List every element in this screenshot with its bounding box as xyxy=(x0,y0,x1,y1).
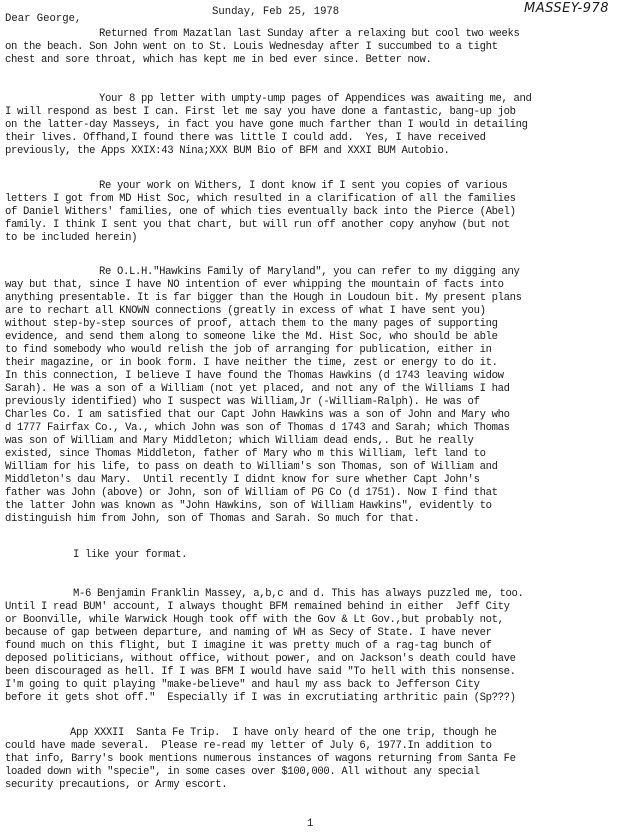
handwritten-file-note: MASSEY-978 xyxy=(524,1,610,16)
paragraph-6-line: because of gap between departure, and naming of WH as Secy of State. I have never xyxy=(5,627,492,639)
paragraph-4-line: Re O.L.H."Hawkins Family of Maryland", you can refer to my digging any xyxy=(99,266,520,278)
paragraph-3-line: of Daniel Withers' families, one of which ties eventually back into the Pierce (Abel) xyxy=(5,206,516,218)
paragraph-7-line: could have made several. Please re-read my letter of July 6, 1977.In addition to xyxy=(5,740,492,752)
paragraph-2-line: I will respond as best I can. First let me say you have done a fantastic, bang-up job xyxy=(5,106,516,118)
paragraph-2-line: their lives. Offhand,I found there was little I could add. Yes, I have received xyxy=(5,132,486,144)
page-number: 1 xyxy=(307,818,314,830)
paragraph-4-line: Charles Co. I am satisfied that our Capt John Hawkins was a son of John and Mary who xyxy=(5,409,510,421)
paragraph-4-line: evidence, and send them along to someone like the Md. Hist Soc, who should be able xyxy=(5,331,498,343)
paragraph-4-line: d 1777 Fairfax Co., Va., which John was son of Thomas d 1743 and Sarah; which Thomas xyxy=(5,422,510,434)
letter-date: Sunday, Feb 25, 1978 xyxy=(212,6,340,18)
paragraph-4-line: anything presentable. It is far bigger than the Hough in Loudoun bit. My present plans xyxy=(5,292,522,304)
paragraph-6-line: deposed politicians, without office, without power, and on Jackson's death could have xyxy=(5,653,516,665)
paragraph-6-line: been discouraged as hell. If I was BFM I would have said "To hell with this nonsense. xyxy=(5,666,516,678)
paragraph-7-line: that info, Barry's book mentions numerous instances of wagons returning from Santa Fe xyxy=(5,753,516,765)
paragraph-4-line: their magazine, or in book form. I have neither the time, zest or energy to do it. xyxy=(5,357,498,369)
paragraph-7-line: security precautions, or Army escort. xyxy=(5,779,228,791)
paragraph-6-line: M-6 Benjamin Franklin Massey, a,b,c and d. This has always puzzled me, too. xyxy=(73,588,524,600)
paragraph-6-line: before it gets shot off." Especially if I was in excrutiating arthritic pain (Sp???) xyxy=(5,692,516,704)
paragraph-6-line: Until I read BUM' account, I always thought BFM remained behind in either Jeff City xyxy=(5,601,510,613)
paragraph-4-line: the latter John was known as "John Hawkins, son of William Hawkins", evidently to xyxy=(5,500,492,512)
paragraph-4-line: to find somebody who would relish the job of arranging for publication, either in xyxy=(5,344,492,356)
paragraph-3-line: Re your work on Withers, I dont know if I sent you copies of various xyxy=(99,180,508,192)
paragraph-3-line: family. I think I sent you that chart, but will run off another copy anyhow (but not xyxy=(5,219,510,231)
paragraph-4-line: was son of William and Mary Middleton; which William dead ends,. But he really xyxy=(5,435,474,447)
paragraph-4-line: Middleton's dau Mary. Until recently I didnt know for sure whether Capt John's xyxy=(5,474,480,486)
paragraph-4-line: William for his life, to pass on death to William's son Thomas, son of William and xyxy=(5,461,498,473)
paragraph-4-line: way but that, since I have NO intention of ever whipping the mountain of facts into xyxy=(5,279,504,291)
paragraph-4-line: are to rechart all KNOWN connections (greatly in excess of what I have sent you) xyxy=(5,305,486,317)
paragraph-4-line: existed, since Thomas Middleton, father of Mary who m this William, left land to xyxy=(5,448,486,460)
paragraph-2-line: previously, the Apps XXIX:43 Nina;XXX BUM Bio of BFM and XXXI BUM Autobio. xyxy=(5,145,450,157)
salutation: Dear George, xyxy=(5,13,82,25)
paragraph-7-line: App XXXII Santa Fe Trip. I have only heard of the one trip, though he xyxy=(70,727,497,739)
paragraph-3-line: to be included herein) xyxy=(5,232,138,244)
paragraph-6-line: or Boonville, while Warwick Hough took off with the Gov & Lt Gov.,but probably not, xyxy=(5,614,504,626)
paragraph-6-line: found much on this flight, but I imagine it was pretty much of a rag-tag bunch of xyxy=(5,640,492,652)
paragraph-2-line: on the latter-day Masseys, in fact you have gone much farther than I would in detailing xyxy=(5,119,528,131)
paragraph-7-line: loaded down with "specie", in some cases over $100,000. All without any special xyxy=(5,766,480,778)
paragraph-4-line: without step-by-step sources of proof, attach them to the many pages of supporting xyxy=(5,318,498,330)
paragraph-3-line: letters I got from MD Hist Soc, which resulted in a clarification of all the families xyxy=(5,193,516,205)
paragraph-1-line: on the beach. Son John went on to St. Louis Wednesday after I succumbed to a tight xyxy=(5,41,498,53)
paragraph-4-line: father was John (above) or John, son of William of PG Co (d 1751). Now I find that xyxy=(5,487,498,499)
paragraph-4-line: distinguish him from John, son of Thomas and Sarah. So much for that. xyxy=(5,513,420,525)
paragraph-4-line: In this connection, I believe I have found the Thomas Hawkins (d 1743 leaving widow xyxy=(5,370,504,382)
paragraph-1-line: chest and sore throat, which has kept me in bed ever since. Better now. xyxy=(5,54,432,66)
paragraph-2-line: Your 8 pp letter with umpty-ump pages of Appendices was awaiting me, and xyxy=(99,93,532,105)
paragraph-5-line: I like your format. xyxy=(73,549,188,561)
paragraph-6-line: I'm going to quit playing "make-believe" and haul my ass back to Jefferson City xyxy=(5,679,480,691)
paragraph-4-line: Sarah). He was a son of a William (not yet placed, and not any of the Williams I had xyxy=(5,383,510,395)
paragraph-4-line: previously identified) who I suspect was William,Jr (-William-Ralph). He was of xyxy=(5,396,480,408)
paragraph-1-line: Returned from Mazatlan last Sunday after a relaxing but cool two weeks xyxy=(99,28,520,40)
